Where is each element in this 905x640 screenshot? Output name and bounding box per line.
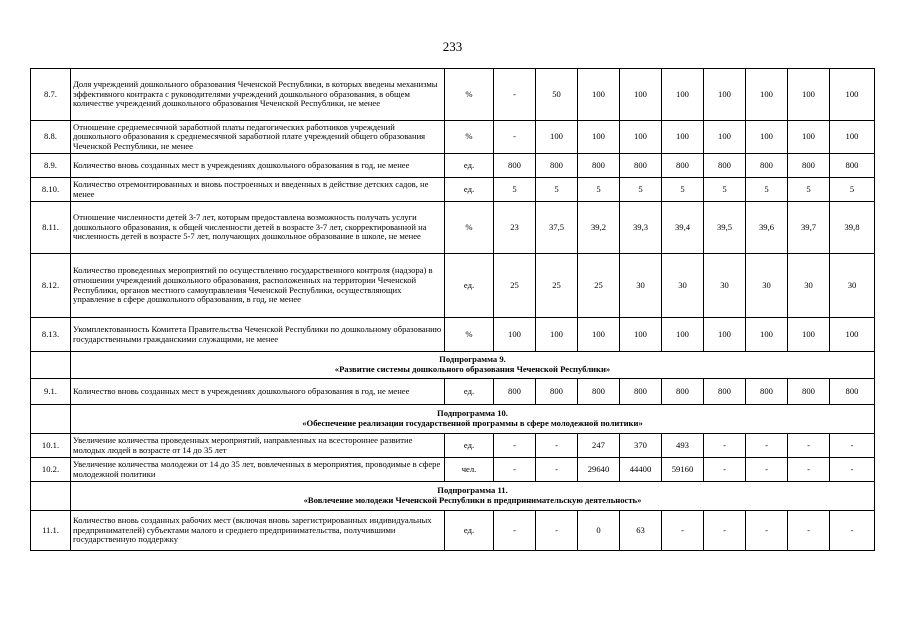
indicator-name: Доля учреждений дошкольного образования Чеченской Республики, в которых введены механизмы эффективного контракта с руководителями учреждений дошкольного образования, в общем количестве учреждений дошкольного образования Чеченской Республики, не менее bbox=[71, 69, 445, 121]
indicator-value: 800 bbox=[662, 154, 704, 178]
indicator-value: 100 bbox=[704, 121, 746, 154]
indicator-value: 100 bbox=[704, 69, 746, 121]
indicator-value: - bbox=[746, 434, 788, 458]
indicator-value: 100 bbox=[746, 69, 788, 121]
indicator-value: 5 bbox=[536, 178, 578, 202]
indicator-value: 800 bbox=[704, 379, 746, 405]
indicator-value: 800 bbox=[788, 154, 830, 178]
subprogram-header-row bbox=[31, 352, 875, 379]
indicator-unit: % bbox=[445, 202, 494, 254]
indicator-unit: ед. bbox=[445, 254, 494, 318]
indicator-value: 800 bbox=[578, 154, 620, 178]
indicator-value: 800 bbox=[536, 154, 578, 178]
subprogram-name: «Вовлечение молодежи Чеченской Республики в предпринимательскую деятельность» bbox=[303, 495, 642, 505]
indicator-value: 100 bbox=[536, 121, 578, 154]
indicator-value: 800 bbox=[536, 379, 578, 405]
indicator-value: 59160 bbox=[662, 458, 704, 482]
indicator-value: 5 bbox=[830, 178, 875, 202]
indicator-value: 800 bbox=[494, 154, 536, 178]
indicator-value: 800 bbox=[746, 379, 788, 405]
indicator-value: - bbox=[536, 434, 578, 458]
subprogram-name: «Обеспечение реализации государственной программы в сфере молодежной политики» bbox=[302, 418, 643, 428]
table-row bbox=[31, 154, 875, 178]
indicator-value: 493 bbox=[662, 434, 704, 458]
indicator-value: - bbox=[704, 511, 746, 551]
table-row bbox=[31, 379, 875, 405]
indicator-value: 100 bbox=[830, 69, 875, 121]
indicator-value: 5 bbox=[620, 178, 662, 202]
indicator-number: 8.8. bbox=[31, 121, 71, 154]
indicator-name: Количество проведенных мероприятий по осуществлению государственного контроля (надзора) в отношении учреждений дошкольного образования, расположенных на территории Чеченской Республики, органов местного самоуправления Чеченской Республики, осуществляющих управление в сфере дошкольного образования, в год, не менее bbox=[71, 254, 445, 318]
indicator-value: 25 bbox=[578, 254, 620, 318]
indicator-value: 100 bbox=[788, 69, 830, 121]
indicator-number: 10.1. bbox=[31, 434, 71, 458]
indicator-value: 100 bbox=[494, 318, 536, 352]
indicator-value: - bbox=[704, 458, 746, 482]
indicator-value: 100 bbox=[620, 69, 662, 121]
table-row bbox=[31, 434, 875, 458]
indicator-value: 39,2 bbox=[578, 202, 620, 254]
indicator-value: - bbox=[830, 434, 875, 458]
table-row bbox=[31, 202, 875, 254]
subprogram-number: Подпрограмма 9. bbox=[439, 354, 506, 365]
indicator-name: Количество отремонтированных и вновь построенных и введенных в действие детских садов, не менее bbox=[71, 178, 445, 202]
subprogram-number: Подпрограмма 10. bbox=[437, 408, 508, 419]
indicator-value: 800 bbox=[704, 154, 746, 178]
subprogram-name: «Развитие системы дошкольного образования Чеченской Республики» bbox=[334, 364, 611, 374]
indicator-value: 100 bbox=[830, 318, 875, 352]
indicator-value: 25 bbox=[494, 254, 536, 318]
indicator-unit: % bbox=[445, 69, 494, 121]
indicator-value: 100 bbox=[620, 121, 662, 154]
indicator-unit: % bbox=[445, 318, 494, 352]
indicator-value: 23 bbox=[494, 202, 536, 254]
indicator-value: 30 bbox=[662, 254, 704, 318]
indicator-value: 37,5 bbox=[536, 202, 578, 254]
indicator-unit: ед. bbox=[445, 434, 494, 458]
indicator-value: 5 bbox=[578, 178, 620, 202]
indicator-value: 50 bbox=[536, 69, 578, 121]
indicator-value: - bbox=[788, 511, 830, 551]
indicator-number: 8.7. bbox=[31, 69, 71, 121]
indicator-value: - bbox=[830, 458, 875, 482]
indicator-value: 39,7 bbox=[788, 202, 830, 254]
indicator-value: - bbox=[494, 458, 536, 482]
indicator-value: - bbox=[536, 511, 578, 551]
table-row bbox=[31, 69, 875, 121]
indicator-value: - bbox=[494, 434, 536, 458]
indicator-value: 30 bbox=[704, 254, 746, 318]
indicator-value: 5 bbox=[746, 178, 788, 202]
indicator-value: 30 bbox=[830, 254, 875, 318]
indicator-value: 800 bbox=[578, 379, 620, 405]
indicator-value: 39,4 bbox=[662, 202, 704, 254]
indicator-value: 100 bbox=[662, 69, 704, 121]
subprogram-header-row bbox=[31, 482, 875, 511]
indicator-value: 5 bbox=[662, 178, 704, 202]
indicator-unit: % bbox=[445, 121, 494, 154]
indicator-number: 10.2. bbox=[31, 458, 71, 482]
page-number: 233 bbox=[442, 39, 463, 54]
indicator-value: 100 bbox=[704, 318, 746, 352]
indicator-value: 29640 bbox=[578, 458, 620, 482]
indicators-table bbox=[30, 68, 875, 551]
subprogram-title bbox=[71, 482, 875, 511]
table-row bbox=[31, 511, 875, 551]
indicator-name: Отношение среднемесячной заработной платы педагогических работников учреждений дошкольного образования к среднемесячной заработной плате учреждений общего образования Чеченской Республики, не менее bbox=[71, 121, 445, 154]
indicator-name: Количество вновь созданных мест в учреждениях дошкольного образования в год, не менее bbox=[71, 379, 445, 405]
indicator-value: 370 bbox=[620, 434, 662, 458]
indicator-unit: чел. bbox=[445, 458, 494, 482]
indicator-value: 800 bbox=[746, 154, 788, 178]
indicator-value: 247 bbox=[578, 434, 620, 458]
indicator-value: - bbox=[494, 511, 536, 551]
indicator-value: 63 bbox=[620, 511, 662, 551]
indicator-value: 100 bbox=[620, 318, 662, 352]
indicator-value: 39,8 bbox=[830, 202, 875, 254]
indicator-value: 100 bbox=[662, 318, 704, 352]
subprogram-title bbox=[71, 405, 875, 434]
indicator-value: 0 bbox=[578, 511, 620, 551]
indicator-value: 25 bbox=[536, 254, 578, 318]
indicator-value: 100 bbox=[536, 318, 578, 352]
indicator-number: 8.13. bbox=[31, 318, 71, 352]
indicator-value: 800 bbox=[620, 379, 662, 405]
header-number-cell bbox=[31, 405, 71, 434]
indicator-value: 44400 bbox=[620, 458, 662, 482]
subprogram-title bbox=[71, 352, 875, 379]
indicator-value: 100 bbox=[746, 121, 788, 154]
indicator-value: 100 bbox=[788, 121, 830, 154]
indicator-value: 30 bbox=[620, 254, 662, 318]
indicator-name: Увеличение количества проведенных мероприятий, направленных на всестороннее развитие молодых людей в возрасте от 14 до 35 лет bbox=[71, 434, 445, 458]
indicator-value: - bbox=[788, 434, 830, 458]
indicator-value: - bbox=[662, 511, 704, 551]
indicator-name: Количество вновь созданных рабочих мест (включая вновь зарегистрированных индивидуальных предпринимателей) субъектами малого и среднего предпринимательства, получившими государственную поддержку bbox=[71, 511, 445, 551]
indicator-value: 30 bbox=[788, 254, 830, 318]
indicator-unit: ед. bbox=[445, 511, 494, 551]
indicator-value: 800 bbox=[494, 379, 536, 405]
indicator-value: - bbox=[746, 511, 788, 551]
table-row bbox=[31, 458, 875, 482]
indicator-value: - bbox=[494, 121, 536, 154]
indicator-value: 5 bbox=[788, 178, 830, 202]
indicator-value: - bbox=[536, 458, 578, 482]
indicator-value: - bbox=[704, 434, 746, 458]
indicator-name: Отношение численности детей 3-7 лет, которым предоставлена возможность получать услуги дошкольного образования, к общей численности детей в возрасте 3-7 лет, скорректированной на численность детей в возрасте 5-7 лет, получающих дошкольное образование в школе, не менее bbox=[71, 202, 445, 254]
subprogram-number: Подпрограмма 11. bbox=[437, 485, 508, 496]
indicator-name: Количество вновь созданных мест в учреждениях дошкольного образования в год, не менее bbox=[71, 154, 445, 178]
indicator-number: 8.10. bbox=[31, 178, 71, 202]
header-number-cell bbox=[31, 352, 71, 379]
indicator-value: 800 bbox=[662, 379, 704, 405]
indicator-value: 39,6 bbox=[746, 202, 788, 254]
indicator-value: 30 bbox=[746, 254, 788, 318]
indicator-value: 39,3 bbox=[620, 202, 662, 254]
indicator-value: - bbox=[830, 511, 875, 551]
indicator-number: 8.11. bbox=[31, 202, 71, 254]
indicator-value: - bbox=[746, 458, 788, 482]
indicator-value: 100 bbox=[746, 318, 788, 352]
indicator-number: 11.1. bbox=[31, 511, 71, 551]
subprogram-header-row bbox=[31, 405, 875, 434]
indicator-value: - bbox=[494, 69, 536, 121]
indicator-value: 100 bbox=[578, 69, 620, 121]
table-row bbox=[31, 318, 875, 352]
indicator-value: 100 bbox=[662, 121, 704, 154]
indicator-value: 39,5 bbox=[704, 202, 746, 254]
indicator-name: Увеличение количества молодежи от 14 до 35 лет, вовлеченных в мероприятия, проводимые в сфере молодежной политики bbox=[71, 458, 445, 482]
indicator-value: 100 bbox=[578, 121, 620, 154]
indicator-value: 800 bbox=[788, 379, 830, 405]
indicator-value: 100 bbox=[788, 318, 830, 352]
table-row bbox=[31, 254, 875, 318]
indicator-unit: ед. bbox=[445, 178, 494, 202]
indicator-name: Укомплектованность Комитета Правительства Чеченской Республики по дошкольному образованию государственными гражданскими служащими, не менее bbox=[71, 318, 445, 352]
indicator-value: - bbox=[788, 458, 830, 482]
table-row bbox=[31, 178, 875, 202]
indicator-number: 9.1. bbox=[31, 379, 71, 405]
indicator-number: 8.9. bbox=[31, 154, 71, 178]
table-row bbox=[31, 121, 875, 154]
indicator-value: 100 bbox=[578, 318, 620, 352]
indicator-value: 800 bbox=[620, 154, 662, 178]
indicator-unit: ед. bbox=[445, 154, 494, 178]
indicator-unit: ед. bbox=[445, 379, 494, 405]
indicator-value: 5 bbox=[494, 178, 536, 202]
indicator-value: 800 bbox=[830, 379, 875, 405]
indicator-value: 100 bbox=[830, 121, 875, 154]
header-number-cell bbox=[31, 482, 71, 511]
indicator-number: 8.12. bbox=[31, 254, 71, 318]
indicator-value: 800 bbox=[830, 154, 875, 178]
indicator-value: 5 bbox=[704, 178, 746, 202]
